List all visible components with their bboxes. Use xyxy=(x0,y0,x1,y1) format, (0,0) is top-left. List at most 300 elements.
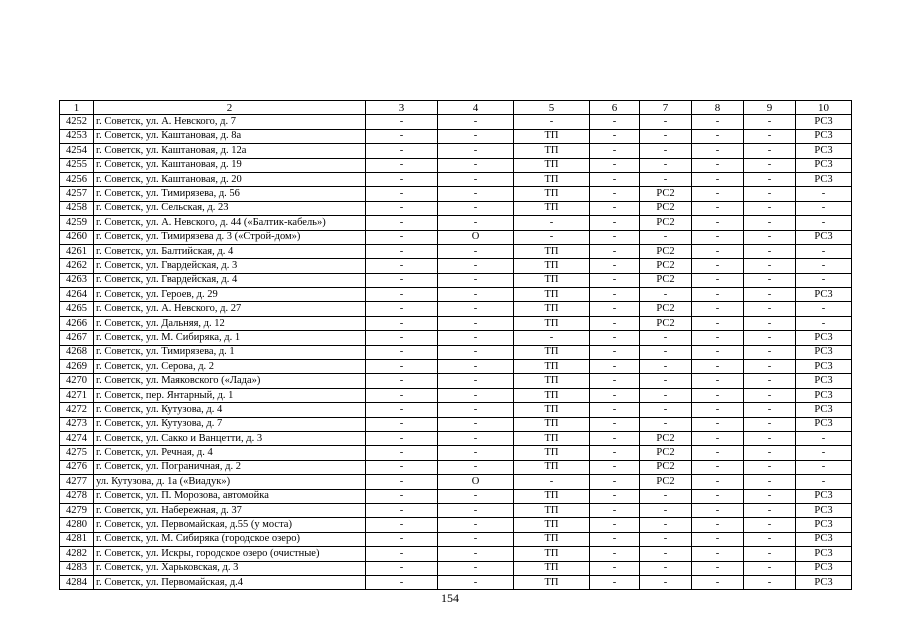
col5-cell: ТП xyxy=(514,302,590,316)
table-row xyxy=(60,518,852,532)
table-row xyxy=(60,475,852,489)
col7-cell: - xyxy=(640,331,692,345)
table-row xyxy=(60,360,852,374)
col9-cell: - xyxy=(744,259,796,273)
table-row xyxy=(60,273,852,287)
col7-cell: - xyxy=(640,374,692,388)
col4-cell: - xyxy=(438,259,514,273)
row-number-cell: 4256 xyxy=(60,172,94,186)
table-row xyxy=(60,302,852,316)
address-cell: г. Советск, ул. Кутузова, д. 7 xyxy=(94,417,366,431)
address-cell: г. Советск, ул. Речная, д. 4 xyxy=(94,446,366,460)
col10-cell: РС3 xyxy=(796,561,852,575)
registry-table xyxy=(59,100,852,590)
col8-cell: - xyxy=(692,316,744,330)
col9-cell: - xyxy=(744,547,796,561)
col6-cell: - xyxy=(590,144,640,158)
col4-cell: - xyxy=(438,489,514,503)
col8-cell: - xyxy=(692,475,744,489)
col3-cell: - xyxy=(366,273,438,287)
table-row xyxy=(60,115,852,129)
row-number-cell: 4265 xyxy=(60,302,94,316)
col7-cell: - xyxy=(640,129,692,143)
row-number-cell: 4254 xyxy=(60,144,94,158)
col5-cell: ТП xyxy=(514,172,590,186)
col3-cell: - xyxy=(366,331,438,345)
column-header-3: 3 xyxy=(366,101,438,115)
table-row xyxy=(60,489,852,503)
table-row xyxy=(60,129,852,143)
table-header-row xyxy=(60,101,852,115)
col4-cell: - xyxy=(438,446,514,460)
col4-cell: - xyxy=(438,331,514,345)
col9-cell: - xyxy=(744,360,796,374)
col6-cell: - xyxy=(590,115,640,129)
col7-cell: РС2 xyxy=(640,475,692,489)
col3-cell: - xyxy=(366,288,438,302)
column-header-5: 5 xyxy=(514,101,590,115)
row-number-cell: 4271 xyxy=(60,388,94,402)
col4-cell: - xyxy=(438,273,514,287)
col6-cell: - xyxy=(590,388,640,402)
col7-cell: - xyxy=(640,575,692,589)
col3-cell: - xyxy=(366,129,438,143)
row-number-cell: 4280 xyxy=(60,518,94,532)
col7-cell: - xyxy=(640,288,692,302)
col4-cell: - xyxy=(438,129,514,143)
col9-cell: - xyxy=(744,288,796,302)
address-cell: г. Советск, ул. Балтийская, д. 4 xyxy=(94,244,366,258)
address-cell: г. Советск, ул. Гвардейская, д. 4 xyxy=(94,273,366,287)
col7-cell: - xyxy=(640,172,692,186)
address-cell: г. Советск, ул. Набережная, д. 37 xyxy=(94,503,366,517)
col8-cell: - xyxy=(692,403,744,417)
col10-cell: РС3 xyxy=(796,518,852,532)
col5-cell: ТП xyxy=(514,460,590,474)
col8-cell: - xyxy=(692,547,744,561)
row-number-cell: 4272 xyxy=(60,403,94,417)
col10-cell: - xyxy=(796,316,852,330)
col3-cell: - xyxy=(366,547,438,561)
col5-cell: ТП xyxy=(514,532,590,546)
col5-cell: ТП xyxy=(514,316,590,330)
col3-cell: - xyxy=(366,518,438,532)
address-cell: г. Советск, ул. Пограничная, д. 2 xyxy=(94,460,366,474)
col5-cell: ТП xyxy=(514,144,590,158)
col5-cell: ТП xyxy=(514,288,590,302)
col5-cell: ТП xyxy=(514,446,590,460)
address-cell: г. Советск, ул. Каштановая, д. 20 xyxy=(94,172,366,186)
row-number-cell: 4266 xyxy=(60,316,94,330)
address-cell: г. Советск, ул. Искры, городское озеро (очистные) xyxy=(94,547,366,561)
column-header-8: 8 xyxy=(692,101,744,115)
col6-cell: - xyxy=(590,129,640,143)
col9-cell: - xyxy=(744,158,796,172)
col8-cell: - xyxy=(692,460,744,474)
col9-cell: - xyxy=(744,129,796,143)
col3-cell: - xyxy=(366,561,438,575)
col5-cell: ТП xyxy=(514,273,590,287)
col5-cell: ТП xyxy=(514,374,590,388)
column-header-6: 6 xyxy=(590,101,640,115)
col4-cell: - xyxy=(438,216,514,230)
col3-cell: - xyxy=(366,259,438,273)
col5-cell: ТП xyxy=(514,547,590,561)
column-header-7: 7 xyxy=(640,101,692,115)
col3-cell: - xyxy=(366,388,438,402)
col9-cell: - xyxy=(744,230,796,244)
col3-cell: - xyxy=(366,230,438,244)
col9-cell: - xyxy=(744,144,796,158)
col5-cell: ТП xyxy=(514,158,590,172)
col7-cell: - xyxy=(640,144,692,158)
col4-cell: - xyxy=(438,532,514,546)
col8-cell: - xyxy=(692,503,744,517)
col3-cell: - xyxy=(366,172,438,186)
col6-cell: - xyxy=(590,201,640,215)
col7-cell: - xyxy=(640,532,692,546)
table-row xyxy=(60,172,852,186)
table-row xyxy=(60,216,852,230)
col9-cell: - xyxy=(744,532,796,546)
col8-cell: - xyxy=(692,288,744,302)
col10-cell: РС3 xyxy=(796,331,852,345)
table-row xyxy=(60,503,852,517)
col4-cell: - xyxy=(438,388,514,402)
table-row xyxy=(60,230,852,244)
col8-cell: - xyxy=(692,259,744,273)
row-number-cell: 4264 xyxy=(60,288,94,302)
address-cell: г. Советск, ул. Маяковского («Лада») xyxy=(94,374,366,388)
col10-cell: - xyxy=(796,431,852,445)
address-cell: г. Советск, ул. А. Невского, д. 44 («Балтик-кабель») xyxy=(94,216,366,230)
col10-cell: - xyxy=(796,273,852,287)
col3-cell: - xyxy=(366,475,438,489)
col3-cell: - xyxy=(366,115,438,129)
col8-cell: - xyxy=(692,273,744,287)
row-number-cell: 4269 xyxy=(60,360,94,374)
col6-cell: - xyxy=(590,489,640,503)
col8-cell: - xyxy=(692,302,744,316)
col6-cell: - xyxy=(590,561,640,575)
col10-cell: - xyxy=(796,216,852,230)
col7-cell: - xyxy=(640,388,692,402)
address-cell: г. Советск, ул. Тимирязева, д. 1 xyxy=(94,345,366,359)
address-cell: г. Советск, ул. М. Сибиряка (городское озеро) xyxy=(94,532,366,546)
col4-cell: - xyxy=(438,360,514,374)
col5-cell: ТП xyxy=(514,518,590,532)
col6-cell: - xyxy=(590,503,640,517)
col6-cell: - xyxy=(590,172,640,186)
col10-cell: - xyxy=(796,302,852,316)
row-number-cell: 4275 xyxy=(60,446,94,460)
col10-cell: РС3 xyxy=(796,129,852,143)
col6-cell: - xyxy=(590,446,640,460)
col5-cell: - xyxy=(514,216,590,230)
col5-cell: ТП xyxy=(514,360,590,374)
col9-cell: - xyxy=(744,518,796,532)
col8-cell: - xyxy=(692,518,744,532)
address-cell: г. Советск, ул. П. Морозова, автомойка xyxy=(94,489,366,503)
col3-cell: - xyxy=(366,201,438,215)
col8-cell: - xyxy=(692,431,744,445)
col5-cell: ТП xyxy=(514,503,590,517)
table-row xyxy=(60,201,852,215)
col3-cell: - xyxy=(366,216,438,230)
table-row xyxy=(60,561,852,575)
table-row xyxy=(60,403,852,417)
col5-cell: ТП xyxy=(514,244,590,258)
col7-cell: - xyxy=(640,230,692,244)
row-number-cell: 4278 xyxy=(60,489,94,503)
col4-cell: - xyxy=(438,503,514,517)
address-cell: г. Советск, ул. Сакко и Ванцетти, д. 3 xyxy=(94,431,366,445)
address-cell: г. Советск, ул. Серова, д. 2 xyxy=(94,360,366,374)
col10-cell: РС3 xyxy=(796,374,852,388)
col9-cell: - xyxy=(744,172,796,186)
col8-cell: - xyxy=(692,172,744,186)
col6-cell: - xyxy=(590,431,640,445)
col9-cell: - xyxy=(744,345,796,359)
col8-cell: - xyxy=(692,388,744,402)
col5-cell: - xyxy=(514,230,590,244)
col6-cell: - xyxy=(590,360,640,374)
col10-cell: РС3 xyxy=(796,503,852,517)
col8-cell: - xyxy=(692,187,744,201)
col10-cell: - xyxy=(796,475,852,489)
col8-cell: - xyxy=(692,216,744,230)
col4-cell: - xyxy=(438,518,514,532)
col6-cell: - xyxy=(590,417,640,431)
address-cell: г. Советск, ул. Первомайская, д.55 (у моста) xyxy=(94,518,366,532)
address-cell: г. Советск, ул. М. Сибиряка, д. 1 xyxy=(94,331,366,345)
col9-cell: - xyxy=(744,503,796,517)
col5-cell: - xyxy=(514,331,590,345)
col3-cell: - xyxy=(366,431,438,445)
col10-cell: РС3 xyxy=(796,288,852,302)
address-cell: г. Советск, ул. Дальняя, д. 12 xyxy=(94,316,366,330)
col3-cell: - xyxy=(366,316,438,330)
address-cell: г. Советск, ул. А. Невского, д. 7 xyxy=(94,115,366,129)
address-cell: г. Советск, ул. Тимирязева д. 3 («Строй-дом») xyxy=(94,230,366,244)
column-header-1: 1 xyxy=(60,101,94,115)
col3-cell: - xyxy=(366,345,438,359)
address-cell: ул. Кутузова, д. 1а («Виадук») xyxy=(94,475,366,489)
col4-cell: - xyxy=(438,316,514,330)
address-cell: г. Советск, ул. Первомайская, д.4 xyxy=(94,575,366,589)
document-sheet xyxy=(59,100,851,590)
col6-cell: - xyxy=(590,158,640,172)
row-number-cell: 4259 xyxy=(60,216,94,230)
col10-cell: - xyxy=(796,446,852,460)
col6-cell: - xyxy=(590,273,640,287)
col9-cell: - xyxy=(744,115,796,129)
row-number-cell: 4276 xyxy=(60,460,94,474)
col8-cell: - xyxy=(692,489,744,503)
col8-cell: - xyxy=(692,360,744,374)
row-number-cell: 4257 xyxy=(60,187,94,201)
address-cell: г. Советск, пер. Янтарный, д. 1 xyxy=(94,388,366,402)
col8-cell: - xyxy=(692,244,744,258)
table-row xyxy=(60,547,852,561)
col7-cell: РС2 xyxy=(640,187,692,201)
row-number-cell: 4260 xyxy=(60,230,94,244)
col3-cell: - xyxy=(366,503,438,517)
column-header-2: 2 xyxy=(94,101,366,115)
row-number-cell: 4284 xyxy=(60,575,94,589)
column-header-10: 10 xyxy=(796,101,852,115)
col6-cell: - xyxy=(590,345,640,359)
col7-cell: РС2 xyxy=(640,431,692,445)
row-number-cell: 4253 xyxy=(60,129,94,143)
row-number-cell: 4273 xyxy=(60,417,94,431)
col5-cell: ТП xyxy=(514,187,590,201)
row-number-cell: 4279 xyxy=(60,503,94,517)
col7-cell: - xyxy=(640,115,692,129)
row-number-cell: 4281 xyxy=(60,532,94,546)
col6-cell: - xyxy=(590,575,640,589)
table-row xyxy=(60,575,852,589)
table-row xyxy=(60,417,852,431)
col4-cell: - xyxy=(438,115,514,129)
col6-cell: - xyxy=(590,547,640,561)
col3-cell: - xyxy=(366,417,438,431)
table-row xyxy=(60,244,852,258)
col7-cell: РС2 xyxy=(640,273,692,287)
col7-cell: - xyxy=(640,360,692,374)
col3-cell: - xyxy=(366,374,438,388)
table-body xyxy=(60,101,852,590)
col7-cell: РС2 xyxy=(640,316,692,330)
row-number-cell: 4270 xyxy=(60,374,94,388)
col5-cell: - xyxy=(514,475,590,489)
col10-cell: РС3 xyxy=(796,345,852,359)
col9-cell: - xyxy=(744,489,796,503)
col8-cell: - xyxy=(692,201,744,215)
col9-cell: - xyxy=(744,244,796,258)
col9-cell: - xyxy=(744,575,796,589)
col4-cell: - xyxy=(438,403,514,417)
col3-cell: - xyxy=(366,575,438,589)
col5-cell: ТП xyxy=(514,259,590,273)
col10-cell: РС3 xyxy=(796,532,852,546)
col6-cell: - xyxy=(590,460,640,474)
page-number: 154 xyxy=(441,591,459,605)
col4-cell: - xyxy=(438,460,514,474)
col3-cell: - xyxy=(366,403,438,417)
col7-cell: - xyxy=(640,547,692,561)
col10-cell: РС3 xyxy=(796,230,852,244)
table-row xyxy=(60,316,852,330)
table-row xyxy=(60,259,852,273)
table-row xyxy=(60,460,852,474)
row-number-cell: 4267 xyxy=(60,331,94,345)
col7-cell: - xyxy=(640,489,692,503)
row-number-cell: 4268 xyxy=(60,345,94,359)
col5-cell: ТП xyxy=(514,431,590,445)
col3-cell: - xyxy=(366,144,438,158)
col6-cell: - xyxy=(590,244,640,258)
col4-cell: О xyxy=(438,475,514,489)
col7-cell: - xyxy=(640,345,692,359)
col9-cell: - xyxy=(744,216,796,230)
col5-cell: ТП xyxy=(514,201,590,215)
col9-cell: - xyxy=(744,302,796,316)
col8-cell: - xyxy=(692,129,744,143)
column-header-4: 4 xyxy=(438,101,514,115)
address-cell: г. Советск, ул. Каштановая, д. 12а xyxy=(94,144,366,158)
table-row xyxy=(60,331,852,345)
col3-cell: - xyxy=(366,532,438,546)
col8-cell: - xyxy=(692,561,744,575)
col8-cell: - xyxy=(692,115,744,129)
col4-cell: - xyxy=(438,547,514,561)
col6-cell: - xyxy=(590,302,640,316)
col6-cell: - xyxy=(590,216,640,230)
col10-cell: РС3 xyxy=(796,547,852,561)
col7-cell: - xyxy=(640,503,692,517)
col6-cell: - xyxy=(590,187,640,201)
col10-cell: РС3 xyxy=(796,360,852,374)
col4-cell: - xyxy=(438,201,514,215)
col5-cell: ТП xyxy=(514,345,590,359)
table-row xyxy=(60,288,852,302)
col5-cell: ТП xyxy=(514,575,590,589)
col6-cell: - xyxy=(590,259,640,273)
col6-cell: - xyxy=(590,288,640,302)
col7-cell: - xyxy=(640,403,692,417)
col3-cell: - xyxy=(366,446,438,460)
col4-cell: - xyxy=(438,561,514,575)
col8-cell: - xyxy=(692,417,744,431)
col10-cell: РС3 xyxy=(796,172,852,186)
col10-cell: - xyxy=(796,201,852,215)
col3-cell: - xyxy=(366,244,438,258)
col4-cell: - xyxy=(438,345,514,359)
address-cell: г. Советск, ул. Каштановая, д. 19 xyxy=(94,158,366,172)
col8-cell: - xyxy=(692,532,744,546)
col9-cell: - xyxy=(744,475,796,489)
col9-cell: - xyxy=(744,403,796,417)
col4-cell: - xyxy=(438,187,514,201)
col10-cell: РС3 xyxy=(796,158,852,172)
col6-cell: - xyxy=(590,518,640,532)
col8-cell: - xyxy=(692,230,744,244)
col4-cell: - xyxy=(438,288,514,302)
table-row xyxy=(60,431,852,445)
col7-cell: - xyxy=(640,561,692,575)
col5-cell: ТП xyxy=(514,561,590,575)
address-cell: г. Советск, ул. Каштановая, д. 8а xyxy=(94,129,366,143)
col8-cell: - xyxy=(692,575,744,589)
table-row xyxy=(60,446,852,460)
col9-cell: - xyxy=(744,388,796,402)
row-number-cell: 4283 xyxy=(60,561,94,575)
row-number-cell: 4262 xyxy=(60,259,94,273)
col4-cell: - xyxy=(438,172,514,186)
col5-cell: ТП xyxy=(514,417,590,431)
table-row xyxy=(60,388,852,402)
col10-cell: РС3 xyxy=(796,144,852,158)
col9-cell: - xyxy=(744,201,796,215)
col3-cell: - xyxy=(366,187,438,201)
col5-cell: ТП xyxy=(514,403,590,417)
table-row xyxy=(60,144,852,158)
col10-cell: РС3 xyxy=(796,417,852,431)
col8-cell: - xyxy=(692,446,744,460)
col7-cell: - xyxy=(640,518,692,532)
col10-cell: РС3 xyxy=(796,489,852,503)
